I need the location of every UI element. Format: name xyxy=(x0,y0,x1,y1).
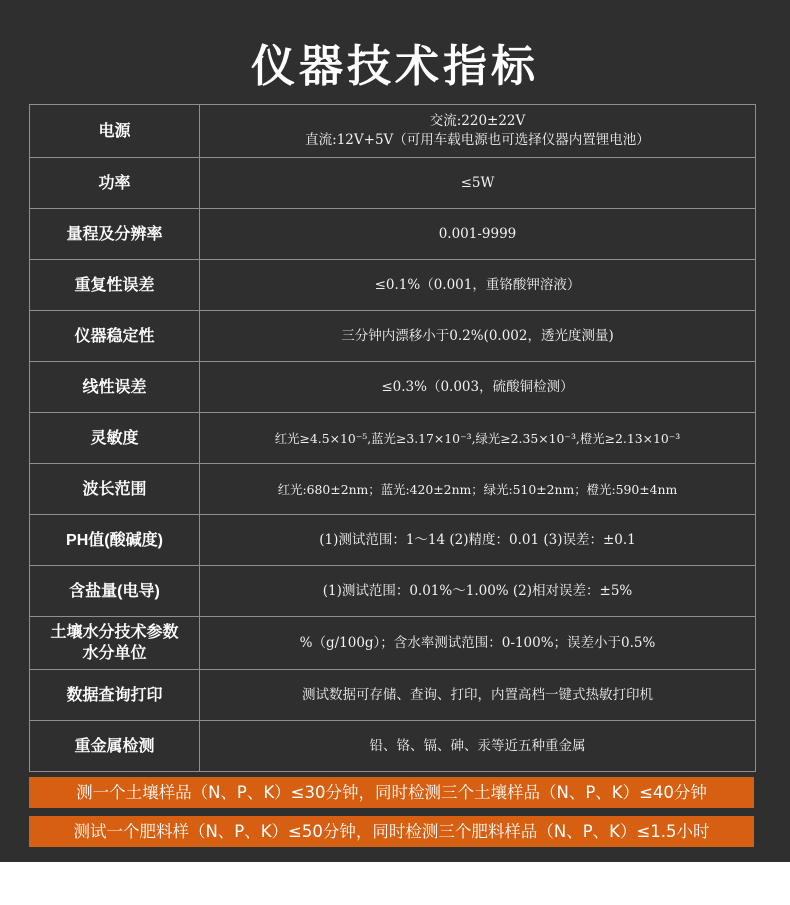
spec-value-stability: 三分钟内漂移小于0.2%(0.002，透光度测量) xyxy=(200,311,756,362)
spec-value-soil-moisture: %（g/100g）；含水率测试范围：0-100%；误差小于0.5% xyxy=(200,617,756,670)
soil-timing-banner: 测一个土壤样品（N、P、K）≤30分钟，同时检测三个土壤样品（N、P、K）≤40分钟 xyxy=(29,777,754,808)
table-row xyxy=(30,209,756,260)
spec-table xyxy=(29,104,756,772)
spec-label-wavelength: 波长范围 xyxy=(30,464,200,515)
spec-value-heavy-metal: 铅、铬、镉、砷、汞等近五种重金属 xyxy=(200,721,756,772)
table-row xyxy=(30,670,756,721)
spec-value-sensitivity: 红光≥4.5×10⁻⁵,蓝光≥3.17×10⁻³,绿光≥2.35×10⁻³,橙光≥2.13×10⁻³ xyxy=(200,413,756,464)
spec-label-salinity: 含盐量(电导) xyxy=(30,566,200,617)
spec-label-linearity: 线性误差 xyxy=(30,362,200,413)
table-row xyxy=(30,362,756,413)
spec-label-power: 功率 xyxy=(30,158,200,209)
spec-label-data-print: 数据查询打印 xyxy=(30,670,200,721)
spec-value-linearity: ≤0.3%（0.003，硫酸铜检测） xyxy=(200,362,756,413)
spec-label-soil-moisture: 土壤水分技术参数 水分单位 xyxy=(30,617,200,670)
table-row xyxy=(30,566,756,617)
spec-value-ph: (1)测试范围：1～14 (2)精度：0.01 (3)误差：±0.1 xyxy=(200,515,756,566)
spec-label-stability: 仪器稳定性 xyxy=(30,311,200,362)
table-row xyxy=(30,617,756,670)
table-row xyxy=(30,413,756,464)
table-row xyxy=(30,464,756,515)
table-row xyxy=(30,105,756,158)
spec-label-power-supply: 电源 xyxy=(30,105,200,158)
spec-value-repeatability: ≤0.1%（0.001，重铬酸钾溶液） xyxy=(200,260,756,311)
spec-label-range: 量程及分辨率 xyxy=(30,209,200,260)
spec-label-sensitivity: 灵敏度 xyxy=(30,413,200,464)
fertilizer-timing-banner: 测试一个肥料样（N、P、K）≤50分钟，同时检测三个肥料样品（N、P、K）≤1.5小时 xyxy=(29,816,754,847)
spec-label-heavy-metal: 重金属检测 xyxy=(30,721,200,772)
table-row xyxy=(30,515,756,566)
spec-label-repeatability: 重复性误差 xyxy=(30,260,200,311)
spec-value-salinity: (1)测试范围：0.01%～1.00% (2)相对误差：±5% xyxy=(200,566,756,617)
spec-value-range: 0.001-9999 xyxy=(200,209,756,260)
table-row xyxy=(30,721,756,772)
spec-value-wavelength: 红光:680±2nm；蓝光:420±2nm；绿光:510±2nm；橙光:590±4nm xyxy=(200,464,756,515)
spec-value-power-supply: 交流:220±22V 直流:12V+5V（可用车载电源也可选择仪器内置锂电池） xyxy=(200,105,756,158)
table-row xyxy=(30,158,756,209)
spec-value-power: ≤5W xyxy=(200,158,756,209)
spec-value-data-print: 测试数据可存储、查询、打印，内置高档一键式热敏打印机 xyxy=(200,670,756,721)
table-row xyxy=(30,260,756,311)
table-row xyxy=(30,311,756,362)
spec-label-ph: PH值(酸碱度) xyxy=(30,515,200,566)
page-title: 仪器技术指标 xyxy=(251,41,539,92)
